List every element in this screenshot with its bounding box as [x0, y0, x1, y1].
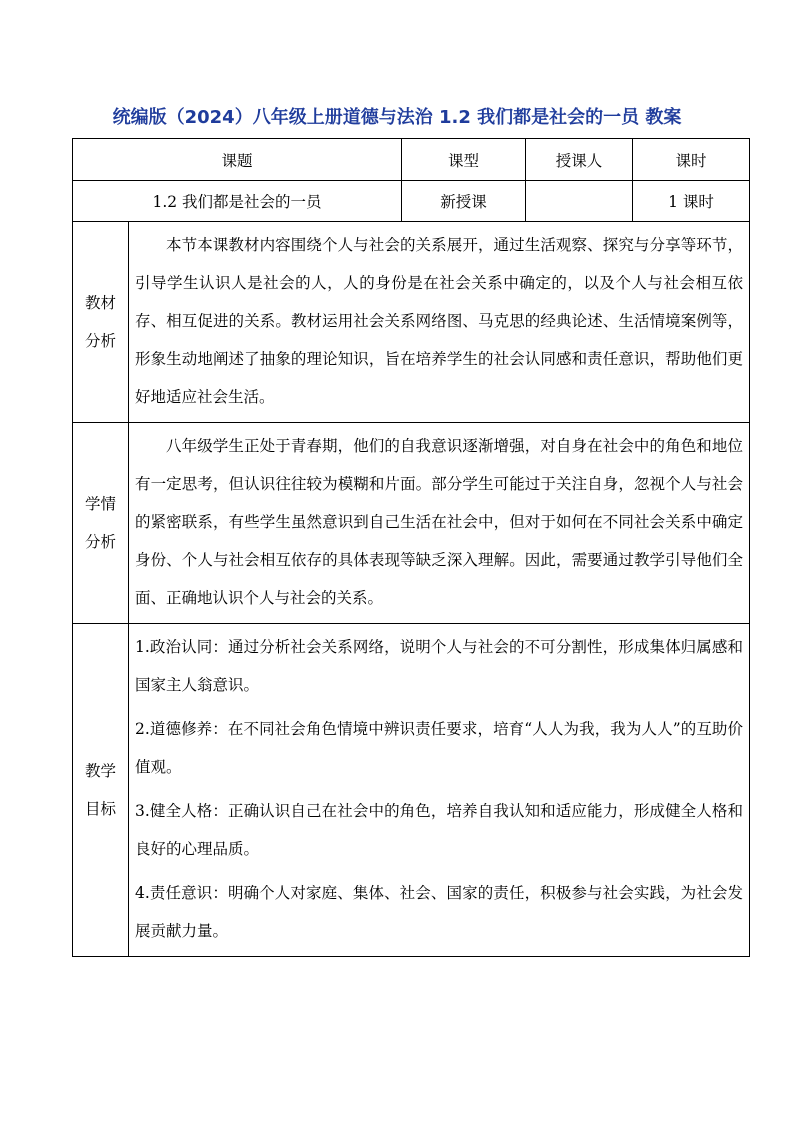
lesson-type-cell: 新授课	[402, 181, 526, 222]
lesson-plan-table	[72, 138, 750, 957]
student-analysis-text: 八年级学生正处于青春期，他们的自我意识逐渐增强，对自身在社会中的角色和地位有一定思考，但认识往往较为模糊和片面。部分学生可能过于关注自身，忽视个人与社会的紧密联系，有些学生虽然意识到自己生活在社会中，但对于如何在不同社会关系中确定身份、个人与社会相互依存的具体表现等缺乏深入理解。因此，需要通过教学引导他们全面、正确地认识个人与社会的关系。	[129, 423, 750, 624]
goal-item: 2.道德修养：在不同社会角色情境中辨识责任要求，培育“人人为我，我为人人”的互助价值观。	[135, 720, 744, 776]
teacher-cell	[526, 181, 633, 222]
hours-cell: 1 课时	[633, 181, 750, 222]
textbook-analysis-label	[73, 222, 129, 423]
lesson-title-cell: 1.2 我们都是社会的一员	[73, 181, 402, 222]
header-type: 课型	[402, 139, 526, 181]
document-title: 统编版（2024）八年级上册道德与法治 1.2 我们都是社会的一员 教案	[112, 107, 682, 128]
teaching-goals-list	[129, 624, 750, 957]
student-analysis-label	[73, 423, 129, 624]
teaching-goals-label	[73, 624, 129, 957]
header-teacher: 授课人	[526, 139, 633, 181]
student-analysis-row	[73, 423, 750, 624]
table-header-row	[73, 139, 750, 181]
label-line: 分析	[84, 533, 116, 551]
teaching-goals-row	[73, 624, 750, 957]
label-line: 教材	[84, 294, 116, 312]
goal-item: 1.政治认同：通过分析社会关系网络，说明个人与社会的不可分割性，形成集体归属感和国家主人翁意识。	[135, 638, 744, 694]
textbook-analysis-row	[73, 222, 750, 423]
goal-item: 3.健全人格：正确认识自己在社会中的角色，培养自我认知和适应能力，形成健全人格和良好的心理品质。	[135, 802, 744, 858]
label-line: 目标	[84, 800, 116, 818]
label-line: 分析	[84, 332, 116, 350]
table-info-row	[73, 181, 750, 222]
textbook-analysis-text: 本节本课教材内容围绕个人与社会的关系展开，通过生活观察、探究与分享等环节，引导学生认识人是社会的人，人的身份是在社会关系中确定的，以及个人与社会相互依存、相互促进的关系。教材运用社会关系网络图、马克思的经典论述、生活情境案例等，形象生动地阐述了抽象的理论知识，旨在培养学生的社会认同感和责任意识，帮助他们更好地适应社会生活。	[129, 222, 750, 423]
header-hours: 课时	[633, 139, 750, 181]
label-line: 学情	[84, 495, 116, 513]
goal-item: 4.责任意识：明确个人对家庭、集体、社会、国家的责任，积极参与社会实践，为社会发展贡献力量。	[135, 884, 744, 940]
label-line: 教学	[84, 762, 116, 780]
header-lesson: 课题	[73, 139, 402, 181]
